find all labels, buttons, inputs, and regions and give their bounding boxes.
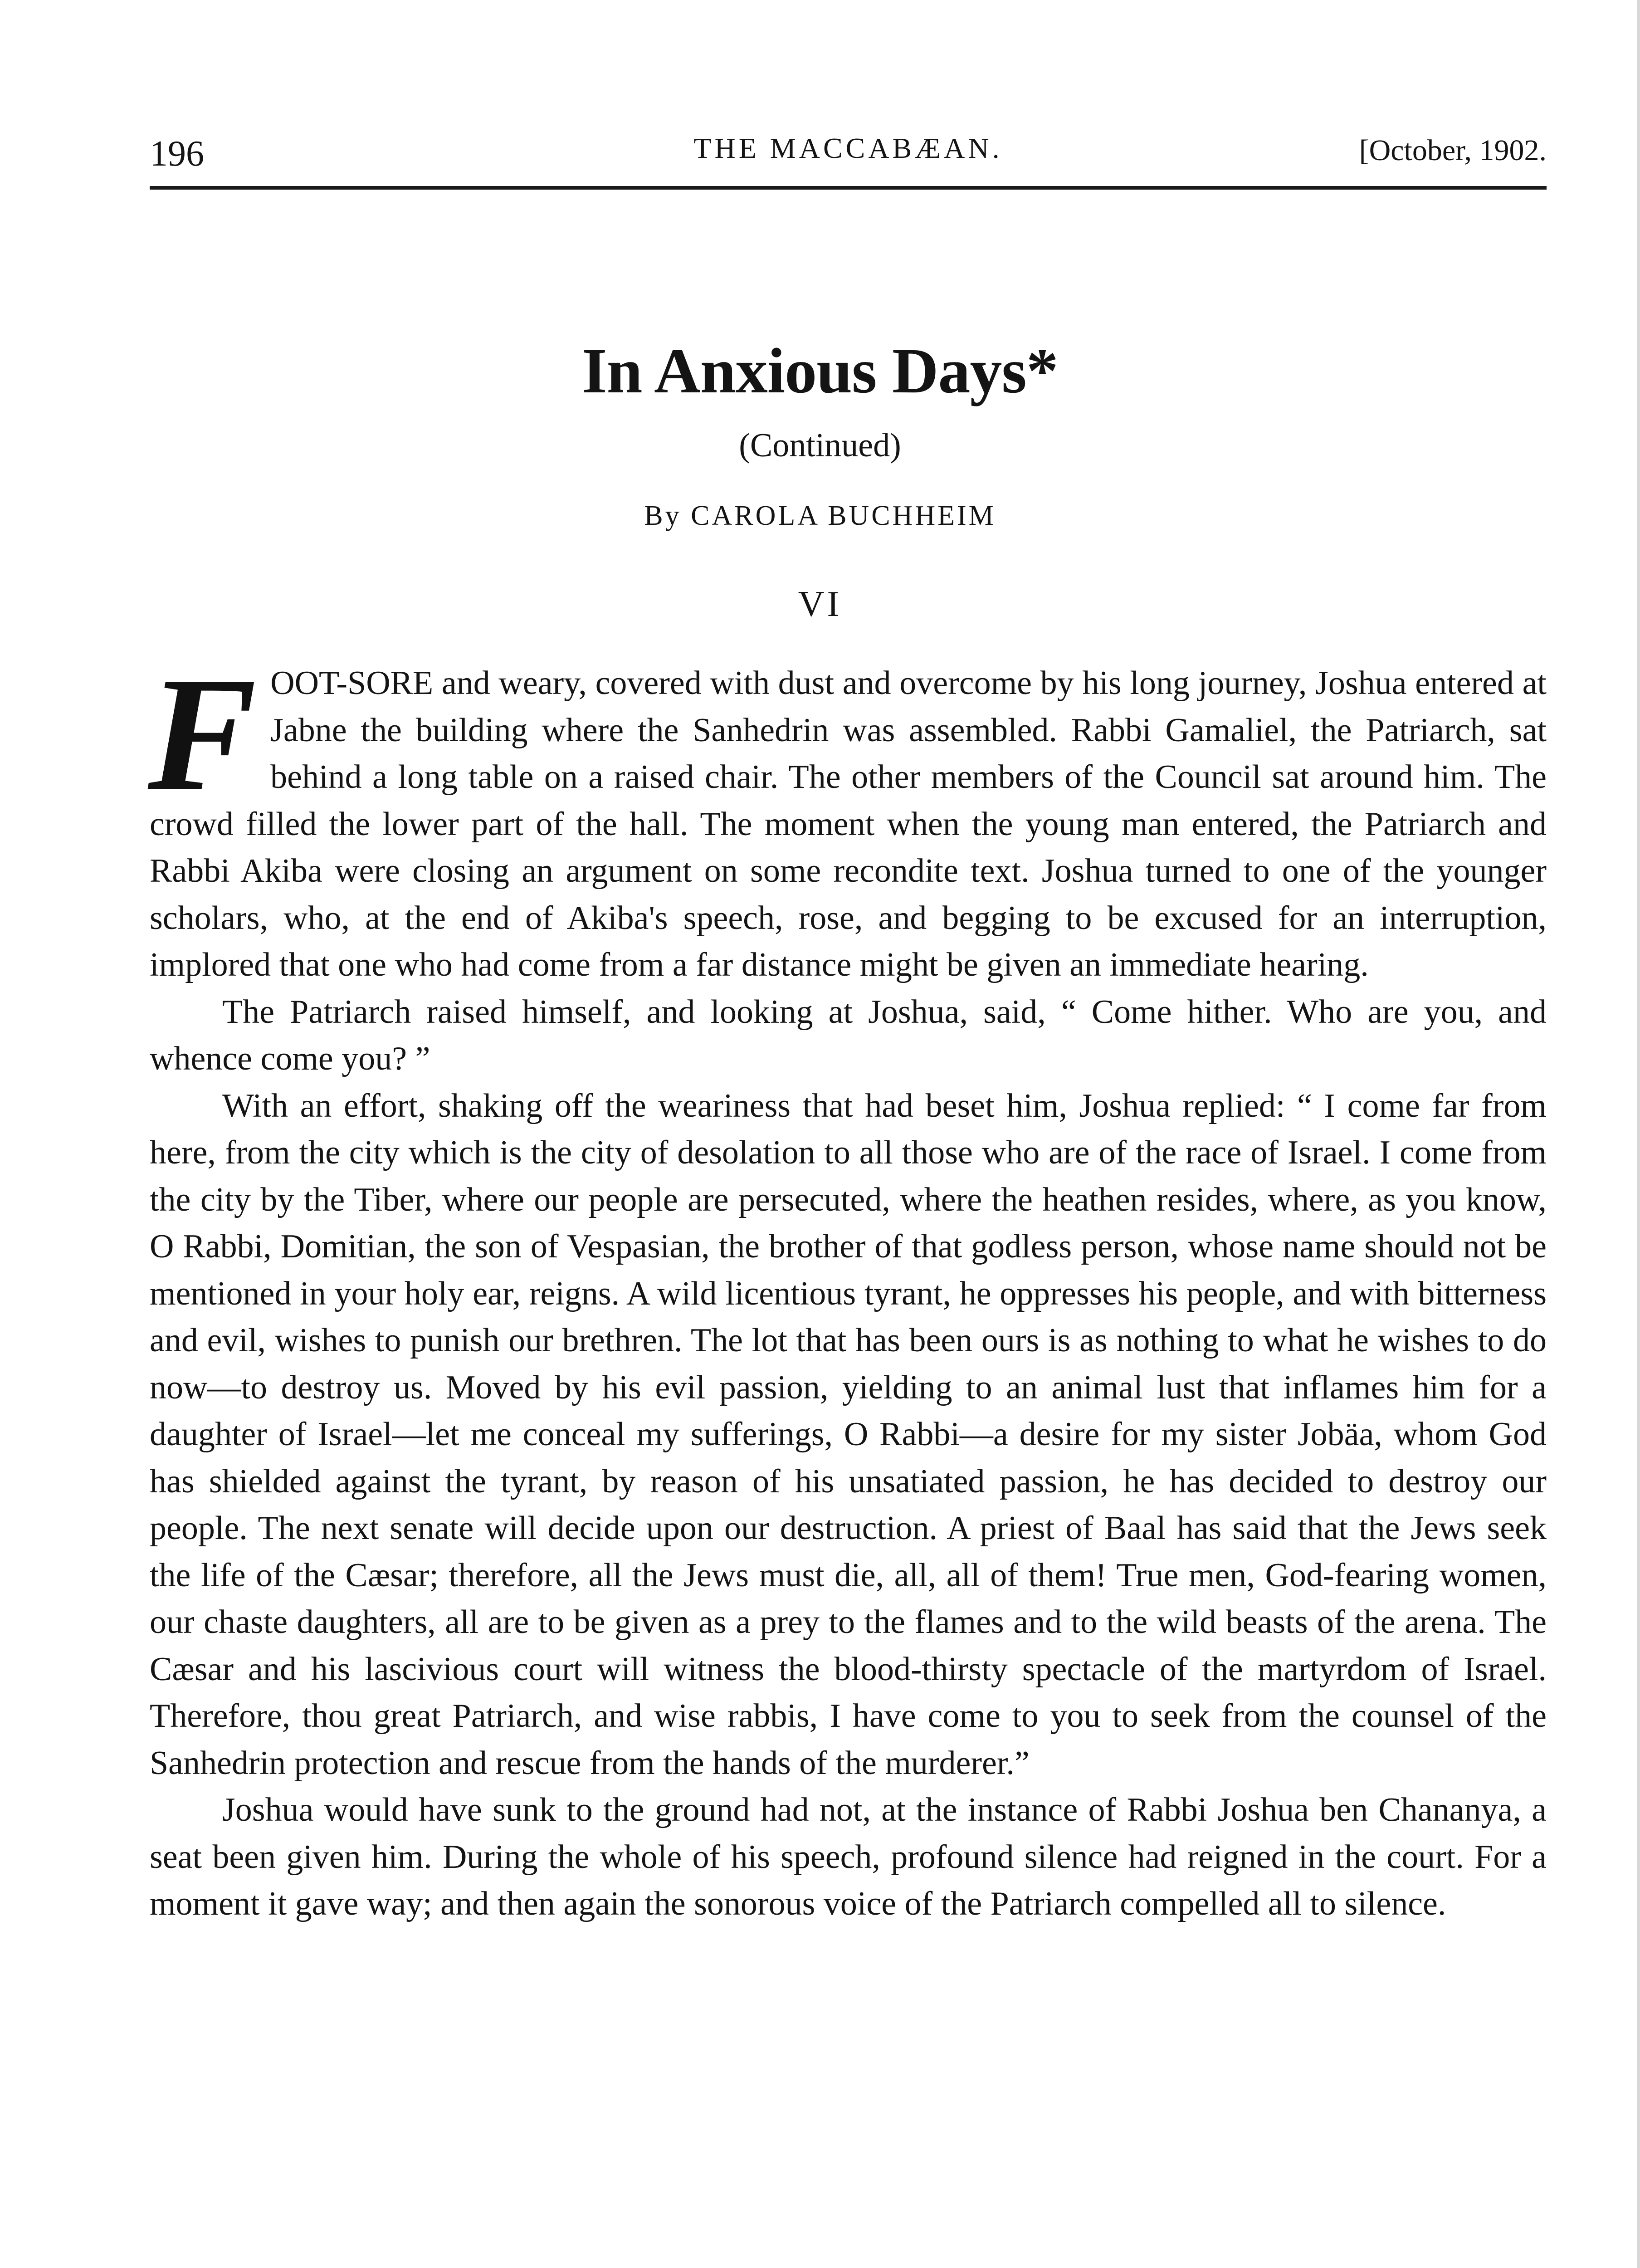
paragraph [148,643,1547,989]
page-number: 196 [150,134,204,174]
paragraph: With an effort, shaking off the weariness that had beset him, Joshua replied: “ I come far from here, from the city which is the city of desolation to all those who are of the race of Israel. I come from the city by the Tiber, where our people are persecuted, where the heathen resides, where, as you know, O Rabbi, Domitian, the son of Vespasian, the brother of that godless person, whose name should not be mentioned in your holy ear, reigns. A wild licentious tyrant, he oppresses his people, and with bitterness and evil, wishes to punish our brethren. The lot that has been ours is as nothing to what he wishes to do now—to destroy us. Moved by his evil passion, yielding to an animal lust that inflames him for a daughter of Israel—let me conceal my sufferings, O Rabbi—a desire for my sister Jobäa, whom God has shielded against the tyrant, by reason of his unsatiated passion, he has decided to destroy our people. The next senate will decide upon our destruction. A priest of Baal has said that the Jews seek the life of the Cæsar; therefore, all the Jews must die, all, all of them! True men, God-fearing women, our chaste daughters, all are to be given as a prey to the flames and to the wild beasts of the arena. The Cæsar and his lascivious court will witness the blood-thirsty spectacle of the martyrdom of Israel. Therefore, thou great Patriarch, and wise rabbis, I have come to you to seek from the counsel of the Sanhedrin protection and rescue from the hands of the murderer.” [150,1087,1547,1782]
paragraph-text: OOT-SORE and weary, covered with dust and overcome by his long journey, Joshua entered at Jabne the building where the Sanhedrin was assembled. Rabbi Gamaliel, the Patriarch, sat behind a long table on a raised chair. The other members of the Council sat around him. The crowd filled the lower part of the hall. The moment when the young man entered, the Patriarch and Rabbi Akiba were closing an argument on some recondite text. Joshua turned to one of the younger scholars, who, at the end of Akiba's speech, rose, and begging to be excused for an interruption, implored that one who had come from a far distance might be given an immediate hearing. [150,665,1547,983]
article-body [148,643,1547,1928]
journal-title: THE MACCABÆAN. [693,132,1003,164]
article-subtitle: (Continued) [739,427,901,464]
drop-cap: F [148,643,257,824]
article-byline: By CAROLA BUCHHEIM [644,500,996,531]
header-rule [150,186,1547,190]
running-header [150,127,1547,181]
article-title: In Anxious Days* [582,335,1058,406]
issue-date: [October, 1902. [1359,134,1547,167]
paragraph: The Patriarch raised himself, and looking at Joshua, said, “ Come hither. Who are you, and whence come you? ” [150,993,1547,1077]
paragraph: Joshua would have sunk to the ground had not, at the instance of Rabbi Joshua ben Chananya, a seat been given him. During the whole of his speech, profound silence had reigned in the court. For a moment it gave way; and then again the sonorous voice of the Patriarch compelled all to silence. [150,1791,1547,1922]
section-number: VI [798,584,842,624]
